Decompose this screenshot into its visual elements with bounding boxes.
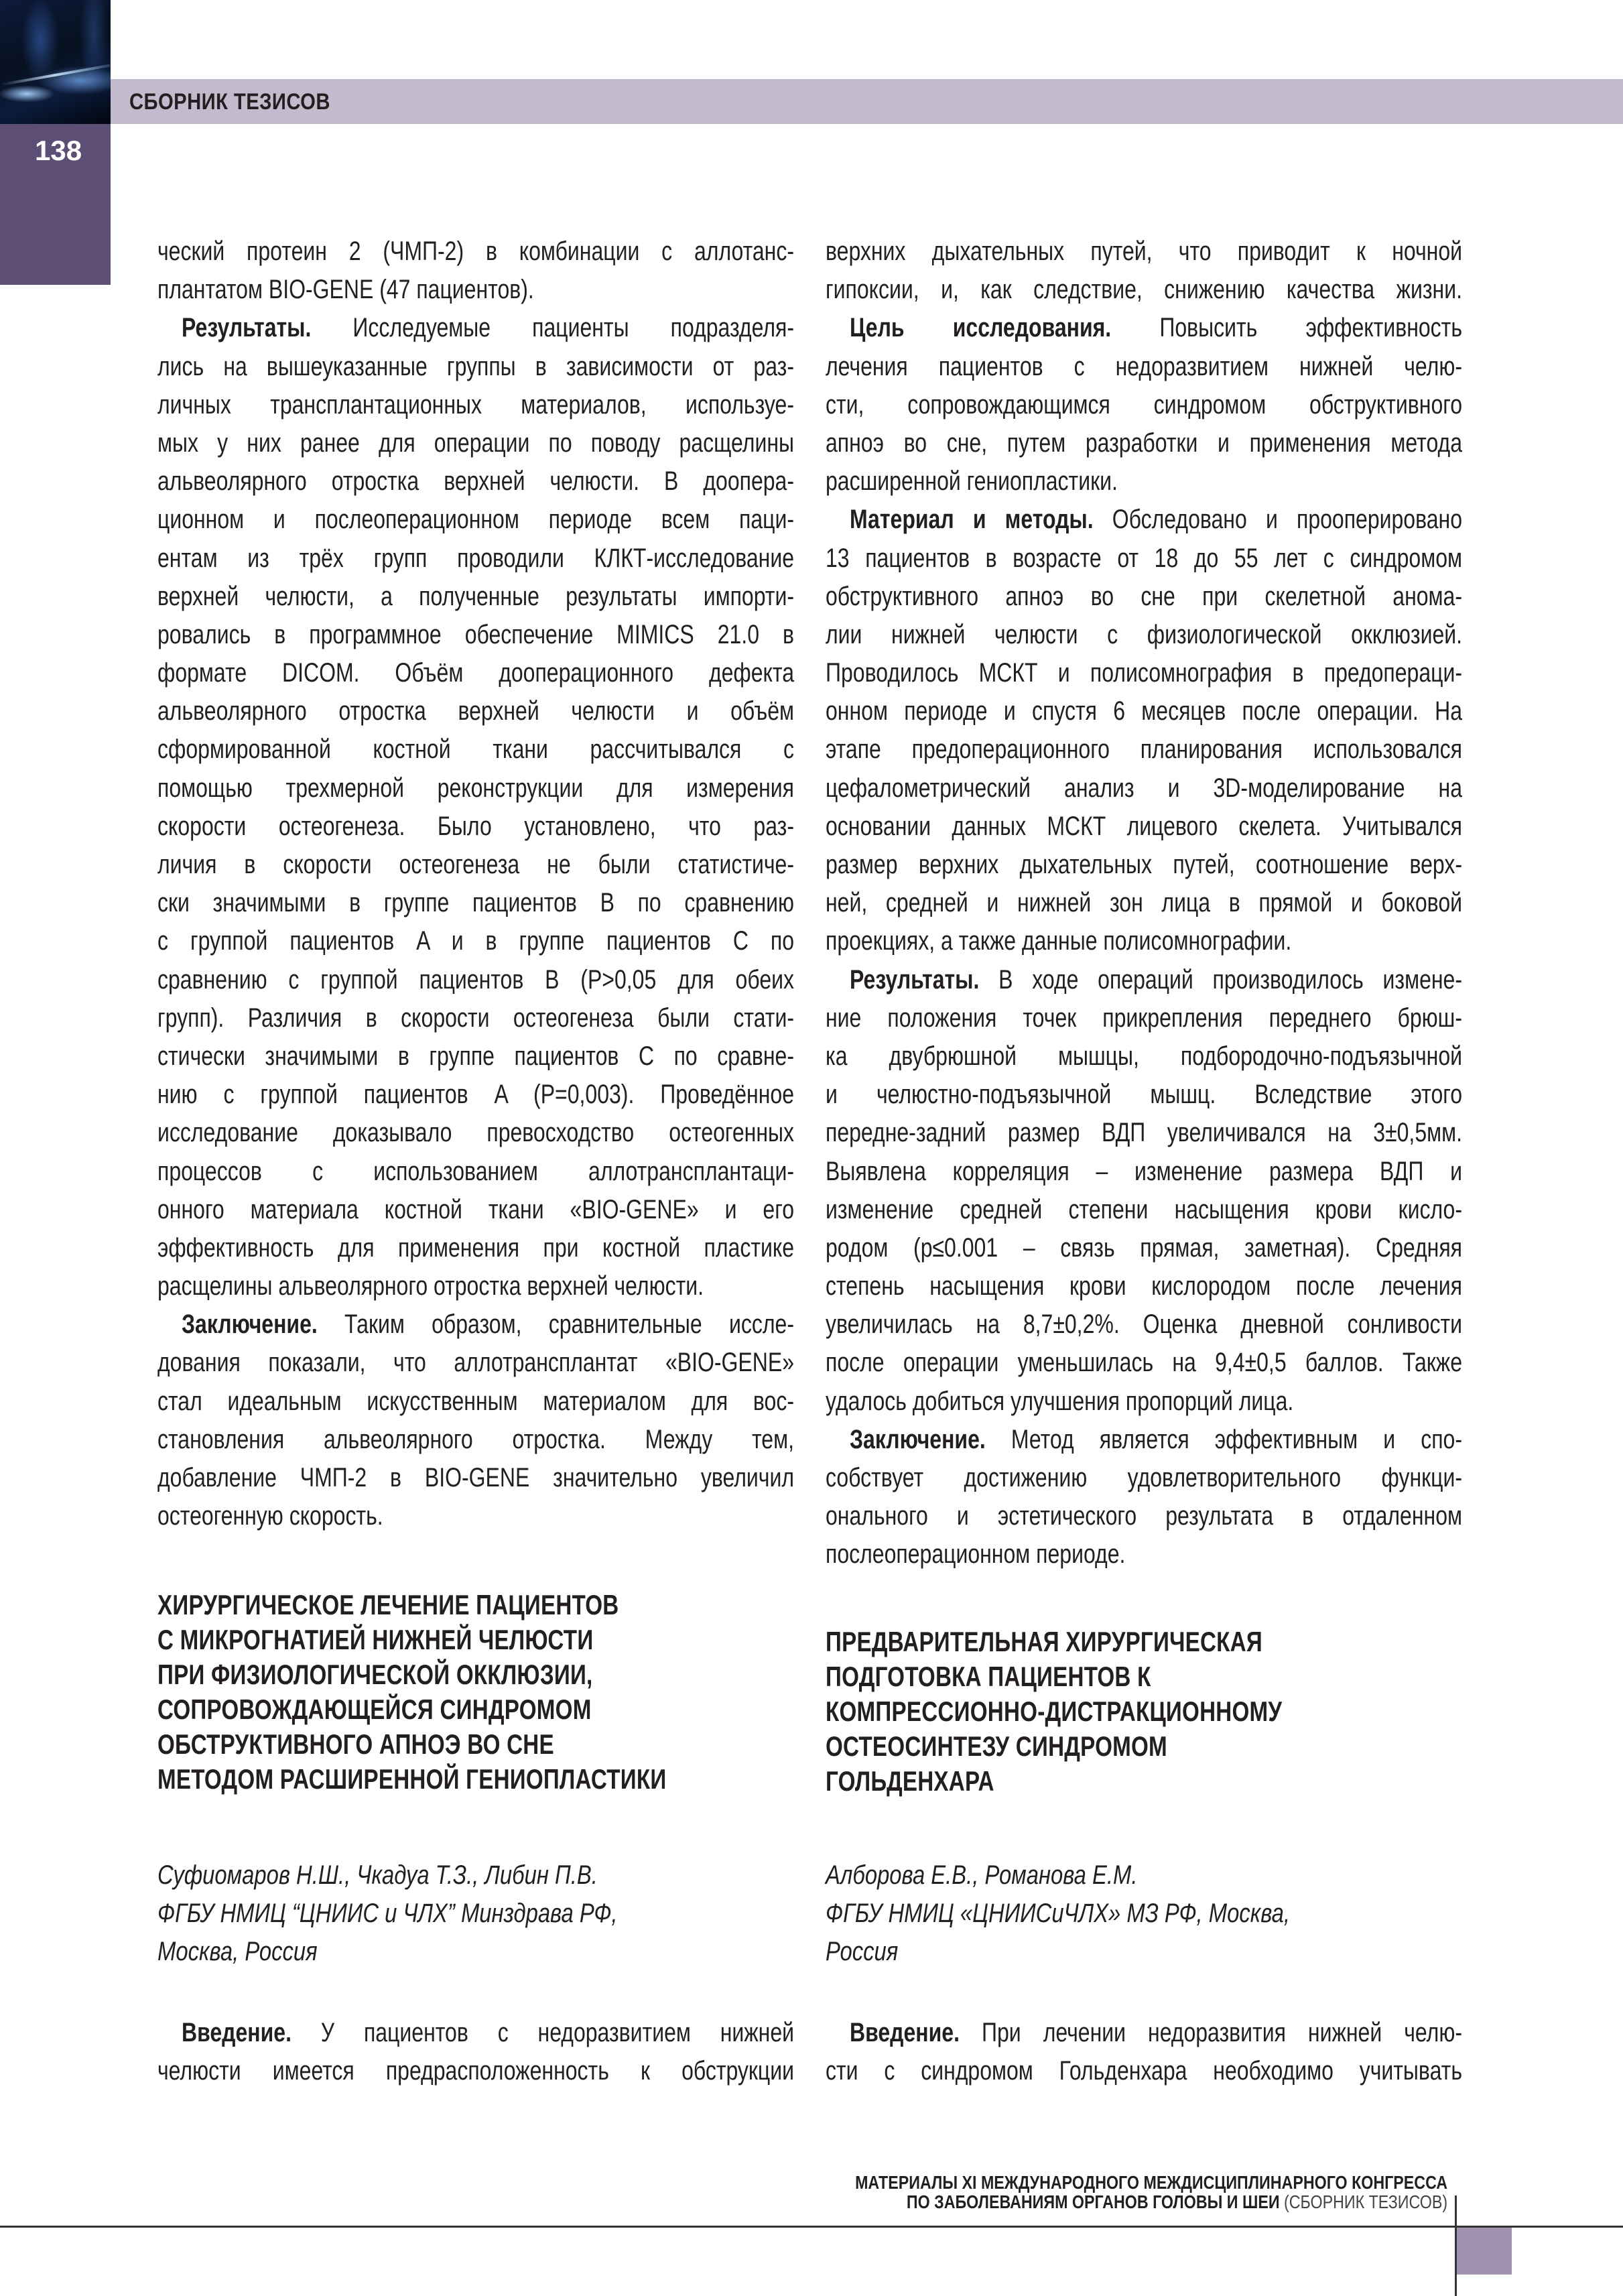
text-line: расширенной гениопластики. [826,466,1118,497]
footer-line-2-bold: ПО ЗАБОЛЕВАНИЯМ ОРГАНОВ ГОЛОВЫ И ШЕИ [906,2191,1280,2212]
right-column-upper [826,233,1462,1574]
aim-paragraph [826,309,1462,501]
conclusion-paragraph [157,1305,794,1535]
article-title-line: КОМПРЕССИОННО-ДИСТРАКЦИОННОМУ [826,1696,1283,1727]
text-line: основании данных МСКТ лицевого скелета. Учитывался [826,811,1462,841]
text-line: Результаты. В ходе операций производилось измене- [850,964,1462,995]
conclusion-paragraph-right [826,1421,1462,1574]
page-number: 138 [35,135,82,166]
continuation-paragraph [157,233,794,309]
text-line: с группой пациентов A и в группе пациентов C по [157,926,794,956]
text-line: челюсти имеется предрасположенность к обструкции [157,2056,794,2086]
article-title-line: С МИКРОГНАТИЕЙ НИЖНЕЙ ЧЕЛЮСТИ [157,1624,594,1655]
text-line: послеоперационном периоде. [826,1539,1126,1570]
text-line: Материал и методы. Обследовано и прооперировано [850,505,1462,535]
text-line: онального и эстетического результата в отдаленном [826,1501,1462,1531]
author-affiliation-line: ФГБУ НМИЦ “ЦНИИС и ЧЛХ” Минздрава РФ, [157,1899,618,1928]
paragraph-label: Введение. [182,2018,291,2047]
text-line: дования показали, что аллотрансплантат «BIO-GENE» [157,1348,794,1378]
text-line: Заключение. Метод является эффективным и спо- [850,1424,1462,1454]
article-title-line: МЕТОДОМ РАСШИРЕННОЙ ГЕНИОПЛАСТИКИ [157,1763,667,1795]
text-line: этапе предоперационного планирования использовался [826,735,1462,765]
text-line: Заключение. Таким образом, сравнительные иссле- [182,1310,794,1340]
text-line: добавление ЧМП-2 в BIO-GENE значительно увеличил [157,1463,794,1492]
text-line: собствует достижению удовлетворительного функци- [826,1463,1462,1492]
text-line: плантатом BIO-GENE (47 пациентов). [157,275,534,305]
paragraph-label: Материал и методы. [850,505,1094,535]
results-paragraph [157,309,794,1305]
text-line: альвеолярного отростка верхней челюсти и объём [157,696,794,726]
text-line: ка двубрюшной мышцы, подбородочно-подъязычной [826,1041,1462,1071]
text-line: сти, сопровождающимся синдромом обструктивного [826,389,1462,420]
footer-line-2-light: (СБОРНИК ТЕЗИСОВ) [1283,2191,1447,2212]
text-line: цефалометрический анализ и 3D-моделирование на [826,773,1462,803]
text-line: верхних дыхательных путей, что приводит к ночной [826,237,1462,266]
results-paragraph-right [826,961,1462,1421]
footer-line-1: МАТЕРИАЛЫ XI МЕЖДУНАРОДНОГО МЕЖДИСЦИПЛИНАРНОГО КОНГРЕССА [854,2172,1447,2193]
footer-rule [0,2226,1623,2228]
text-line: онном периоде и спустя 6 месяцев после операции. На [826,696,1462,726]
left-column-upper [157,233,794,1535]
text-line: формате DICOM. Объём дооперационного дефекта [157,658,794,688]
text-line: и челюстно-подъязычной мышц. Вследствие этого [826,1080,1462,1110]
text-line: исследование доказывало превосходство остеогенных [157,1118,794,1148]
text-line: верхней челюсти, а полученные результаты импорти- [157,581,794,611]
paragraph-label: Заключение. [182,1310,318,1340]
text-line: передне-задний размер ВДП увеличивался на 3±0,5мм. [826,1118,1462,1148]
paragraph-label: Заключение. [850,1424,986,1454]
author-affiliation-line: Суфиомаров Н.Ш., Чкадуа Т.З., Либин П.В. [157,1860,598,1890]
text-line: Результаты. Исследуемые пациенты подразделя- [182,313,794,343]
author-affiliation-line: Москва, Россия [157,1937,318,1966]
text-line: изменение средней степени насыщения крови кисло- [826,1194,1462,1224]
text-line: сравнению с группой пациентов B (P>0,05 для обеих [157,964,794,995]
page-number-tab [0,124,111,285]
paragraph-label: Результаты. [850,964,980,995]
text-line: помощью трехмерной реконструкции для измерения [157,773,794,803]
text-line: гипоксии, и, как следствие, снижению качества жизни. [826,275,1462,305]
text-line: альвеолярного отростка верхней челюсти. В доопера- [157,466,794,497]
text-line: лии нижней челюсти с физиологической окклюзией. [826,619,1462,649]
article-title-right [826,1624,1462,1799]
text-line: 13 пациентов в возрасте от 18 до 55 лет с синдромом [826,543,1462,573]
paragraph-label: Результаты. [182,313,312,343]
text-line: эффективность для применения при костной пластике [157,1232,794,1263]
text-line: стал идеальным искусственным материалом для вос- [157,1386,794,1416]
text-line: стически значимыми в группе пациентов C по сравне- [157,1041,794,1071]
text-line: ней, средней и нижней зон лица в прямой и боковой [826,888,1462,918]
running-footer [855,2173,1447,2212]
decorative-corner-image [0,0,111,124]
text-line: размер верхних дыхательных путей, соотношение верх- [826,850,1462,879]
text-line: ческий протеин 2 (ЧМП-2) в комбинации с аллотанс- [157,237,794,266]
author-affiliation-line: ФГБУ НМИЦ «ЦНИИСиЧЛХ» МЗ РФ, Москва, [826,1899,1290,1928]
text-line: обструктивного апноэ во сне при скелетной анома- [826,581,1462,611]
text-line: сформированной костной ткани рассчитывался с [157,735,794,765]
text-line: ционном и послеоперационном периоде всем паци- [157,505,794,535]
text-line: Цель исследования. Повысить эффективность [850,313,1462,343]
article-title-line: СОПРОВОЖДАЮЩЕЙСЯ СИНДРОМОМ [157,1694,592,1725]
text-line: скорости остеогенеза. Было установлено, что раз- [157,811,794,841]
text-line: увеличилась на 8,7±0,2%. Оценка дневной сонливости [826,1310,1462,1340]
text-line: после операции уменьшилась на 9,4±0,5 баллов. Также [826,1348,1462,1378]
text-line: ентам из трёх групп проводили КЛКТ-исследование [157,543,794,573]
text-line: проекциях, а также данные полисомнографии. [826,926,1292,956]
text-line: ски значимыми в группе пациентов B по сравнению [157,888,794,918]
text-line: онного материала костной ткани «BIO-GENE» и его [157,1194,794,1224]
text-line: процессов с использованием аллотрансплантаци- [157,1156,794,1186]
article-title-line: ОБСТРУКТИВНОГО АПНОЭ ВО СНЕ [157,1728,554,1760]
article-title-line: ОСТЕОСИНТЕЗУ СИНДРОМОМ [826,1730,1167,1762]
text-line: степень насыщения крови кислородом после лечения [826,1271,1462,1301]
text-line: ние положения точек прикрепления переднего брюш- [826,1003,1462,1033]
text-line: лечения пациентов с недоразвитием нижней челю- [826,351,1462,381]
text-line: расщелины альвеолярного отростка верхней челюсти. [157,1271,704,1301]
running-header-bar [111,79,1623,124]
continuation-paragraph-right [826,233,1462,309]
footer-line-2 [855,2192,1447,2212]
text-line: личных трансплантационных материалов, используе- [157,389,794,420]
author-affiliation-line: Алборова Е.В., Романова Е.М. [826,1860,1138,1890]
methods-paragraph [826,501,1462,960]
article-title-left [157,1588,794,1797]
article-title-line: ПРИ ФИЗИОЛОГИЧЕСКОЙ ОККЛЮЗИИ, [157,1659,593,1690]
paragraph-label: Введение. [850,2018,960,2047]
article-title-line: ГОЛЬДЕНХАРА [826,1765,994,1797]
text-line: нию с группой пациентов A (P=0,003). Проведённое [157,1080,794,1110]
text-line: родом (p≤0.001 – связь прямая, заметная). Средняя [826,1232,1462,1263]
text-line: ровались в программное обеспечение MIMICS 21.0 в [157,619,794,649]
text-line: Введение. При лечении недоразвития нижней челю- [850,2018,1462,2047]
text-line: личия в скорости остеогенеза не были статистиче- [157,850,794,879]
text-line: становления альвеолярного отростка. Между тем, [157,1424,794,1454]
footer-accent-square [1457,2228,1512,2275]
text-line: апноэ во сне, путем разработки и применения метода [826,428,1462,458]
text-line: Выявлена корреляция – изменение размера ВДП и [826,1156,1462,1186]
author-affiliation-line: Россия [826,1937,899,1966]
article-authors-left [157,1856,794,1971]
article-title-line: ПОДГОТОВКА ПАЦИЕНТОВ К [826,1661,1151,1692]
article-authors-right [826,1856,1462,1971]
article-title-line: ХИРУРГИЧЕСКОЕ ЛЕЧЕНИЕ ПАЦИЕНТОВ [157,1589,619,1620]
text-line: удалось добиться улучшения пропорций лица. [826,1386,1294,1416]
text-line: остеогенную скорость. [157,1501,383,1531]
text-line: Проводилось МСКТ и полисомнография в предопераци- [826,658,1462,688]
text-line: Введение. У пациентов с недоразвитием нижней [182,2018,794,2047]
text-line: мых у них ранее для операции по поводу расщелины [157,428,794,458]
intro-paragraph-left [157,2014,794,2090]
intro-paragraph-right [826,2014,1462,2090]
section-title: СБОРНИК ТЕЗИСОВ [129,89,330,115]
text-line: лись на вышеуказанные группы в зависимости от раз- [157,351,794,381]
paragraph-label: Цель исследования. [850,313,1112,343]
article-title-line: ПРЕДВАРИТЕЛЬНАЯ ХИРУРГИЧЕСКАЯ [826,1626,1262,1657]
text-line: групп). Различия в скорости остеогенеза были стати- [157,1003,794,1033]
text-line: сти с синдромом Гольденхара необходимо учитывать [826,2056,1462,2086]
